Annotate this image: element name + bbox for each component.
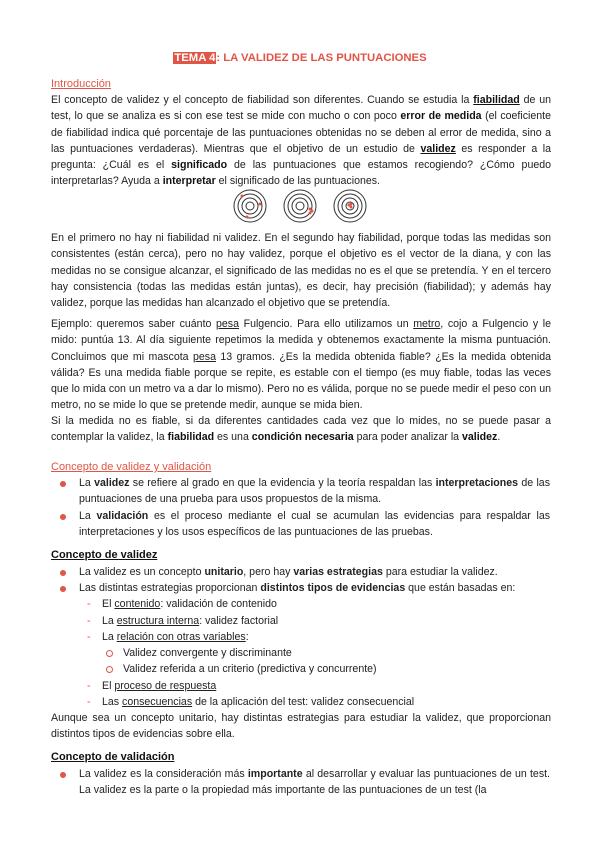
- title-highlight: TEMA 4: [174, 52, 216, 64]
- sub-item-relacion: - La relación con otras variables:: [87, 631, 249, 643]
- sub-item-contenido: - El contenido: validación de contenido: [87, 598, 277, 610]
- validez-paragraph: Aunque sea un concepto unitario, hay distintas estrategias para estudiar la validez, que proporcionan distintos tipos de evidencias sobre ella.: [51, 712, 551, 741]
- heading-concepto-validacion: Concepto de validación: [51, 751, 175, 763]
- sub-sub-item: Validez convergente y discriminante: [106, 645, 292, 661]
- sub-sub-item: Validez referida a un criterio (predictiva y concurrente): [106, 661, 377, 677]
- list-item: La validez se refiere al grado en que la evidencia y la teoría respaldan las interpretaciones de las puntuaciones de una prueba para usos propuestos de la misma.: [60, 475, 550, 508]
- bullet-dot: [60, 481, 66, 487]
- heading-validez-validacion: Concepto de validez y validación: [51, 461, 212, 473]
- bullet-dot: [60, 772, 66, 778]
- circle-bullet-icon: [106, 666, 113, 673]
- title-rest: : LA VALIDEZ DE LAS PUNTUACIONES: [216, 52, 427, 64]
- target-reliability-validity-icon: [334, 190, 366, 222]
- heading-introduccion: Introducción: [51, 78, 111, 90]
- page-title: [0, 52, 600, 64]
- bullet-dot: [60, 570, 66, 576]
- target-reliability-no-validity-icon: [284, 190, 316, 222]
- intro-paragraph-3: Ejemplo: queremos saber cuánto pesa Fulgencio. Para ello utilizamos un metro, cojo a Fulgencio y le mido: puntúa 13. Al día siguiente repetimos la medida y obtenemos exactamente la misma puntuación. Concluimos que mi mascota pesa 13 gramos. ¿Es la medida obtenida fiable? ¿Es la medida obtenida válida? Es una medida fiable porque se repite, es estable con el tiempo (es muy fiable, todas las veces que lo mida con un metro va a dar lo mismo). Pero no es válida, porque no se puede medir el peso con un metro, no se mide lo que se pretende medir, aunque se mida bien.: [51, 318, 551, 412]
- target-no-reliability-no-validity-icon: [234, 190, 266, 222]
- list-item: Las distintas estrategias proporcionan distintos tipos de evidencias que están basadas en:: [60, 580, 550, 596]
- sub-item-proceso: - El proceso de respuesta: [87, 680, 217, 692]
- sub-item-estructura: - La estructura interna: validez factorial: [87, 615, 279, 627]
- sub-item-consecuencias: - Las consecuencias de la aplicación del test: validez consecuencial: [87, 696, 415, 708]
- list-item: La validez es un concepto unitario, pero hay varias estrategias para estudiar la validez.: [60, 564, 550, 580]
- intro-paragraph-1: El concepto de validez y el concepto de fiabilidad son diferentes. Cuando se estudia la fiabilidad de un test, lo que se analiza es si con ese test se mide con mucho o con poco error de medida (el coeficiente de fiabilidad indica qué porcentaje de las puntuaciones obtenidas no se deben al error de medida, sino a las puntuaciones verdaderas). Mientras que el objetivo de un estudio de validez es responder a la pregunta: ¿Cuál es el significado de las puntuaciones que estamos recogiendo? ¿Cómo puedo interpretarlas? Ayuda a interpretar el significado de las puntuaciones.: [51, 94, 552, 188]
- list-item: La validez es la consideración más importante al desarrollar y evaluar las puntuaciones de un test. La validez es la parte o la propiedad más importante de las puntuaciones de un test (la: [60, 766, 550, 799]
- intro-paragraph-4: Si la medida no es fiable, si da diferentes cantidades cada vez que lo mides, no se puede pasar a contemplar la validez, la fiabilidad es una condición necesaria para poder analizar la validez.: [51, 415, 551, 444]
- intro-paragraph-2: En el primero no hay ni fiabilidad ni validez. En el segundo hay fiabilidad, porque todas las medidas son consistentes (están cerca), pero no hay validez, porque el objetivo es el vector de la diana, y con las medidas no se consigue alcanzar, el significado de las medidas no es el que se pretendía. Y en el tercero hay consistencia (todas las medidas están juntas), es decir, hay precisión (fiabilidad); y además hay validez, porque las medidas han alcanzado el objetivo que se pretendía.: [51, 232, 551, 310]
- targets-figure: [230, 186, 370, 226]
- circle-bullet-icon: [106, 650, 113, 657]
- heading-concepto-validez: Concepto de validez: [51, 549, 158, 561]
- list-item: La validación es el proceso mediante el cual se acumulan las evidencias para respaldar las interpretaciones y los usos específicos de las puntuaciones de las pruebas.: [60, 508, 550, 541]
- bullet-dot: [60, 586, 66, 592]
- bullet-dot: [60, 514, 66, 520]
